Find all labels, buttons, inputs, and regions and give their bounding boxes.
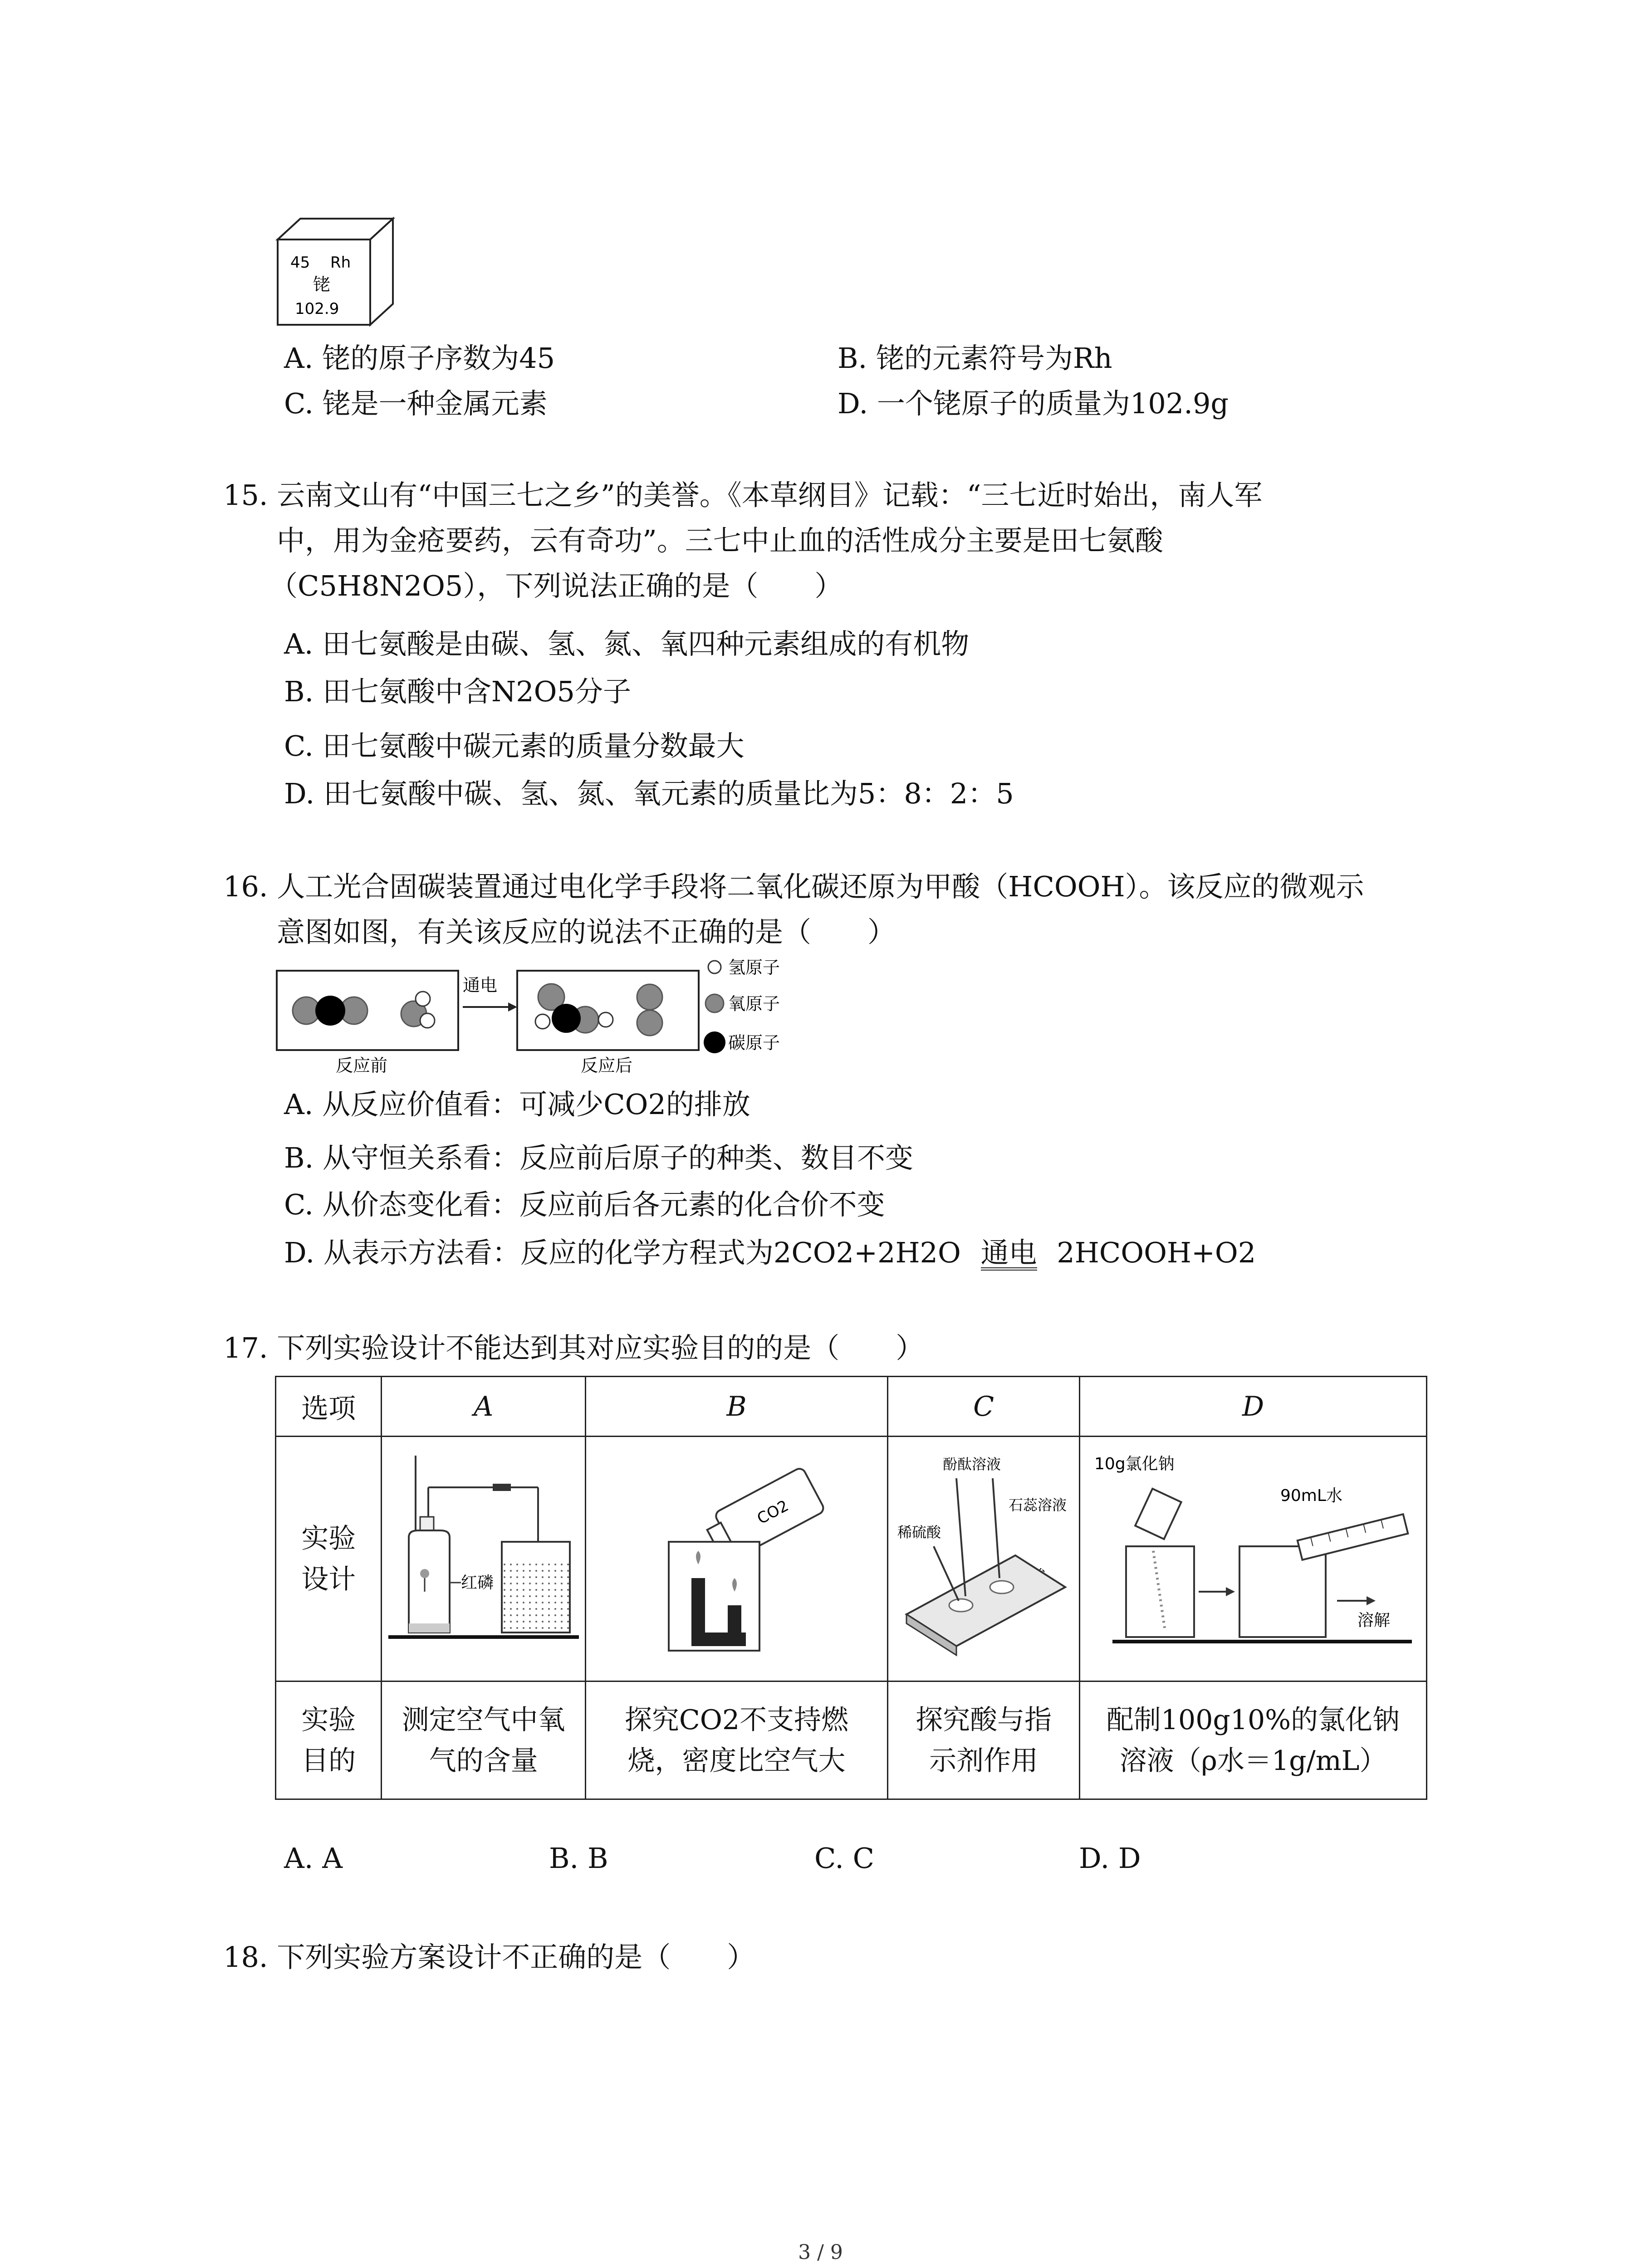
q14-option-c: C. 铑是一种金属元素 — [284, 387, 548, 420]
header-option: 选项 — [276, 1377, 382, 1437]
equation-products: 2HCOOH+O2 — [1057, 1236, 1256, 1269]
q16-stem-line1: 16. 人工光合固碳装置通过电化学手段将二氧化碳还原为甲酸（HCOOH）。该反应的微观示 — [223, 870, 1364, 903]
goal-d: 配制100g10%的氯化钠溶液（ρ水＝1g/mL） — [1080, 1681, 1427, 1799]
reaction-microscopic-diagram — [272, 953, 980, 1084]
q17-stem: 17. 下列实验设计不能达到其对应实验目的的是（ ） — [223, 1331, 924, 1364]
q14-option-a: A. 铑的原子序数为45 — [284, 342, 555, 375]
q17-option-c: C. C — [814, 1842, 875, 1875]
page-number: 3 / 9 — [798, 2241, 843, 2264]
header-c: C — [888, 1377, 1080, 1437]
header-b: B — [586, 1377, 888, 1437]
element-card-rh — [272, 213, 404, 331]
q15-stem-line3: （C5H8N2O5），下列说法正确的是（ ） — [269, 569, 843, 602]
equation-reactants: D. 从表示方法看：反应的化学方程式为2CO2+2H2O — [284, 1236, 961, 1269]
header-d: D — [1080, 1377, 1427, 1437]
phenolphthalein-label: 酚酞溶液 — [943, 1456, 1001, 1473]
q15-option-c: C. 田七氨酸中碳元素的质量分数最大 — [284, 729, 745, 763]
q15-stem-line1: 15. 云南文山有“中国三七之乡”的美誉。《本草纲目》记载：“三七近时始出，南人军 — [223, 479, 1263, 512]
element-mass: 102.9 — [295, 300, 339, 318]
sulfuric-acid-label: 稀硫酸 — [897, 1524, 941, 1541]
q16-stem-line2: 意图如图，有关该反应的说法不正确的是（ ） — [277, 915, 896, 948]
co2-candle-beaker — [619, 1442, 855, 1669]
q17-option-a: A. A — [284, 1842, 343, 1875]
q16-option-c: C. 从价态变化看：反应前后各元素的化合价不变 — [284, 1188, 885, 1221]
experiment-table — [275, 1376, 1427, 1800]
after-label: 反应后 — [581, 1056, 633, 1075]
equation-condition: 通电 — [981, 1238, 1037, 1271]
goal-b: 探究CO2不支持燃烧，密度比空气大 — [586, 1681, 888, 1799]
q17-option-d: D. D — [1079, 1842, 1141, 1875]
arrow-condition-label: 通电 — [463, 975, 498, 995]
goal-a: 测定空气中氧气的含量 — [382, 1681, 586, 1799]
co2-bottle-label: CO2 — [754, 1496, 792, 1528]
goal-c: 探究酸与指示剂作用 — [888, 1681, 1080, 1799]
q17-option-b: B. B — [549, 1842, 608, 1875]
cell-b-image — [586, 1437, 888, 1681]
spot-plate-indicators — [893, 1442, 1074, 1669]
before-label: 反应前 — [336, 1056, 388, 1075]
element-name: 铑 — [313, 274, 331, 294]
legend-hydrogen: 氢原子 — [728, 958, 780, 978]
row-design-label: 实验设计 — [276, 1437, 382, 1681]
header-a: A — [382, 1377, 586, 1437]
litmus-label: 石蕊溶液 — [1009, 1496, 1067, 1514]
q15-option-a: A. 田七氨酸是由碳、氢、氮、氧四种元素组成的有机物 — [284, 627, 970, 660]
solution-preparation — [1085, 1442, 1421, 1669]
q16-option-b: B. 从守恒关系看：反应前后原子的种类、数目不变 — [284, 1141, 913, 1174]
q16-option-d — [284, 1230, 1256, 1271]
legend-carbon: 碳原子 — [728, 1033, 780, 1053]
water-label: 90mL水 — [1280, 1486, 1342, 1505]
legend-oxygen: 氧原子 — [728, 994, 780, 1014]
cell-c-image — [888, 1437, 1080, 1681]
q18-stem: 18. 下列实验方案设计不正确的是（ ） — [223, 1941, 755, 1974]
red-phosphorus-label: 红磷 — [460, 1574, 494, 1592]
cell-a-image — [382, 1437, 586, 1681]
q16-option-a: A. 从反应价值看：可减少CO2的排放 — [284, 1088, 750, 1121]
salt-label: 10g氯化钠 — [1094, 1455, 1175, 1473]
row-goal-label: 实验目的 — [276, 1681, 382, 1799]
q14-option-d: D. 一个铑原子的质量为102.9g — [838, 387, 1229, 420]
q15-option-d: D. 田七氨酸中碳、氢、氮、氧元素的质量比为5：8：2：5 — [284, 777, 1014, 810]
element-number: 45 — [290, 254, 310, 272]
red-phosphorus-apparatus — [388, 1442, 579, 1669]
cell-d-image — [1080, 1437, 1427, 1681]
q15-option-b: B. 田七氨酸中含N2O5分子 — [284, 675, 631, 708]
element-symbol: Rh — [330, 254, 351, 272]
dissolve-label: 溶解 — [1357, 1611, 1391, 1630]
q15-stem-line2: 中，用为金疮要药，云有奇功”。三七中止血的活性成分主要是田七氨酸 — [277, 524, 1163, 557]
q14-option-b: B. 铑的元素符号为Rh — [838, 342, 1112, 375]
